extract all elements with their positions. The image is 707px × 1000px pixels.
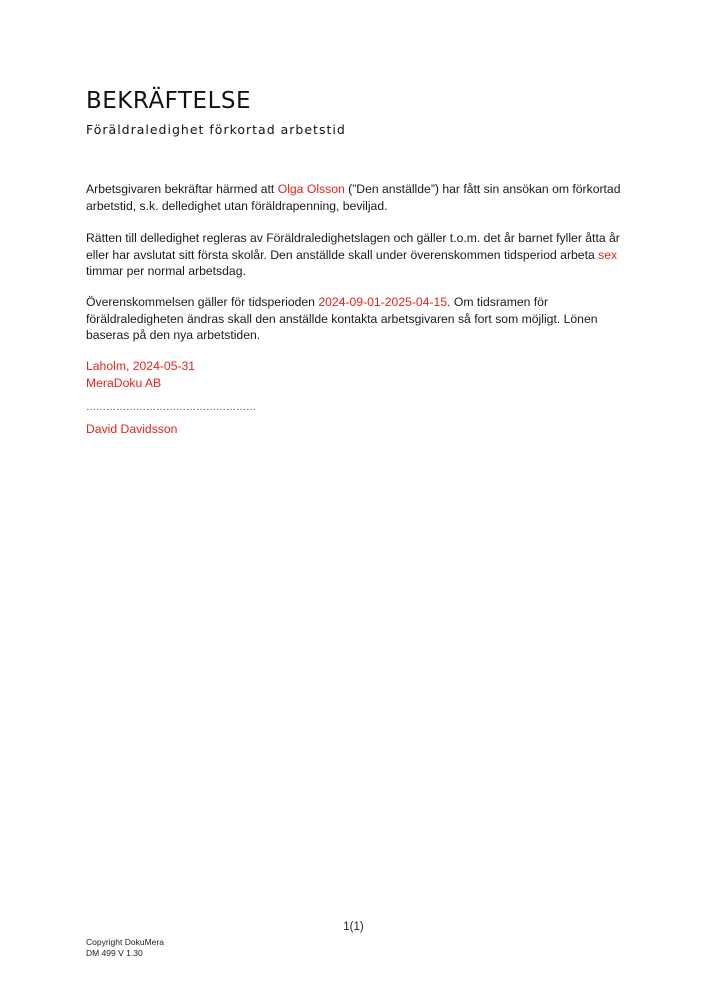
employee-name: Olga Olsson xyxy=(277,182,345,196)
signature-line: …………………………………………… xyxy=(86,402,256,413)
signer-name: David Davidsson xyxy=(86,422,178,436)
paragraph-regulation xyxy=(86,230,626,280)
paragraph-approval xyxy=(86,181,626,214)
paragraph-period-pre: Överenskommelsen gäller för tidsperioden xyxy=(86,295,319,309)
agreement-period: 2024-09-01-2025-04-15 xyxy=(318,295,448,309)
document-subtitle: Föräldraledighet förkortad arbetstid xyxy=(86,122,346,137)
paragraph-period xyxy=(86,294,626,344)
paragraph-approval-pre: Arbetsgivaren bekräftar härmed att xyxy=(86,182,278,196)
footer-version: DM 499 V 1.30 xyxy=(86,948,143,958)
paragraph-period-post: . Om tidsramen för föräldraledigheten ändras skall den anställde kontakta arbetsgivaren så fort som möjligt. Lönen baseras på den nya arbetstiden. xyxy=(86,295,598,342)
document-title: BEKRÄFTELSE xyxy=(86,88,252,114)
footer-copyright: Copyright DokuMera xyxy=(86,937,164,947)
company-name: MeraDoku AB xyxy=(86,376,162,390)
paragraph-regulation-pre: Rätten till delledighet regleras av Föräldraledighetslagen och gäller t.o.m. det år barnet fyller åtta år eller har avslutat sitt första skolår. Den anställde skall under överenskommen tidsperiod arbeta xyxy=(86,231,620,262)
footer xyxy=(86,937,164,959)
paragraph-approval-post: (”Den anställde”) har fått sin ansökan om förkortad arbetstid, s.k. delledighet utan föräldrapenning, beviljad. xyxy=(86,182,621,213)
paragraph-regulation-post: timmar per normal arbetsdag. xyxy=(86,264,246,278)
page-number: 1(1) xyxy=(343,921,364,933)
place-date: Laholm, 2024-05-31 xyxy=(86,359,196,373)
work-hours: sex xyxy=(598,247,618,262)
